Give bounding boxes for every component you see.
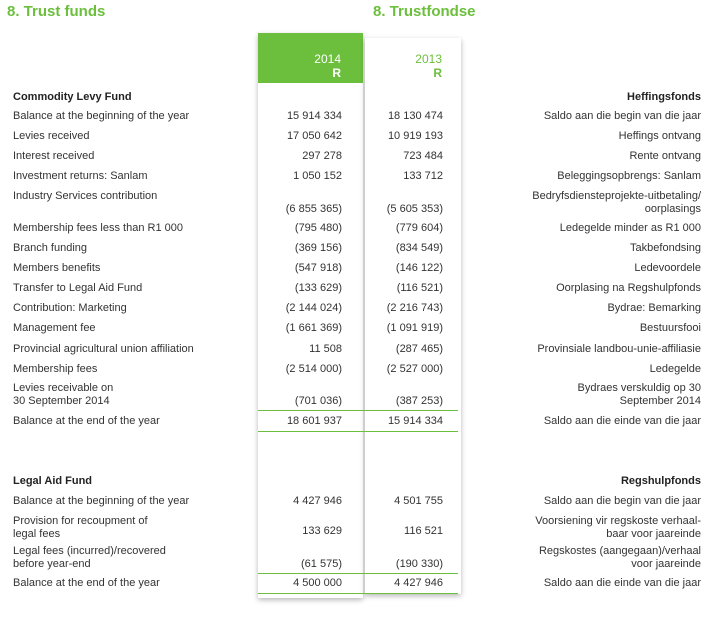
row-label-en: Balance at the end of the year <box>13 577 160 589</box>
section-title-en: Commodity Levy Fund <box>13 91 132 103</box>
total-2014: 4 500 000 <box>293 577 342 589</box>
row-label-en: Levies receivable on 30 September 2014 <box>13 382 114 407</box>
value-2014: 11 508 <box>309 343 342 355</box>
row-label-en: Balance at the beginning of the year <box>13 110 190 122</box>
value-2014: 297 278 <box>302 150 342 162</box>
row-label-af: Saldo aan die einde van die jaar <box>543 415 701 427</box>
value-2013: (2 216 743) <box>386 302 443 314</box>
row-label-af: Bydrae: Bemarking <box>607 302 701 314</box>
value-2014: (701 036) <box>294 395 342 407</box>
row-label-af: Bedryfsdiensteprojekte-uitbetaling/ oorplasings <box>532 190 701 215</box>
value-2014: (61 575) <box>301 558 342 570</box>
currency-label: R <box>332 66 341 80</box>
row-label-af: Bestuursfooi <box>639 322 701 334</box>
value-2013: 723 484 <box>403 150 443 162</box>
value-2013: (287 465) <box>395 343 443 355</box>
year-label: 2014 <box>314 52 341 66</box>
row-label-af: Voorsiening vir regskoste verhaal- baar voor jaareinde <box>535 515 701 540</box>
value-2013: 10 919 193 <box>387 130 443 142</box>
row-label-en: Management fee <box>13 322 96 334</box>
total-2013: 15 914 334 <box>387 415 443 427</box>
year-label: 2013 <box>415 52 442 66</box>
total-rule-bottom <box>258 593 458 594</box>
total-rule-top <box>258 573 458 574</box>
value-2013: (190 330) <box>395 558 443 570</box>
total-2014: 18 601 937 <box>286 415 342 427</box>
value-2014: (2 144 024) <box>285 302 342 314</box>
value-2013: 4 501 755 <box>394 495 443 507</box>
row-label-af: Oorplasing na Regshulpfonds <box>556 282 701 294</box>
row-label-en: Transfer to Legal Aid Fund <box>13 282 143 294</box>
column-header-2013 <box>365 52 442 80</box>
row-label-af: Saldo aan die begin van die jaar <box>543 110 701 122</box>
total-rule-top <box>258 410 458 411</box>
row-label-en: Legal fees (incurred)/recovered before year-end <box>13 545 166 570</box>
row-label-en: Provision for recoupment of legal fees <box>13 515 148 540</box>
value-2014: 15 914 334 <box>286 110 342 122</box>
value-2013: (5 605 353) <box>386 203 443 215</box>
value-2013: (146 122) <box>395 262 443 274</box>
heading-afrikaans: 8. Trustfondse <box>373 3 476 20</box>
row-label-en: Branch funding <box>13 242 87 254</box>
value-2014: (1 661 369) <box>285 322 342 334</box>
total-rule-bottom <box>258 431 458 432</box>
value-2013: 133 712 <box>403 170 443 182</box>
row-label-en: Levies received <box>13 130 90 142</box>
row-label-af: Regskostes (aangegaan)/verhaal voor jaareinde <box>538 545 701 570</box>
row-label-af: Takbefondsing <box>630 242 701 254</box>
row-label-en: Membership fees less than R1 000 <box>13 222 183 234</box>
row-label-en: Provincial agricultural union affiliation <box>13 343 194 355</box>
row-label-en: Balance at the beginning of the year <box>13 495 190 507</box>
row-label-af: Bydraes verskuldig op 30 September 2014 <box>577 382 701 407</box>
row-label-af: Ledegelde minder as R1 000 <box>559 222 701 234</box>
row-label-en: Interest received <box>13 150 95 162</box>
value-2013: 18 130 474 <box>387 110 443 122</box>
value-2014: 1 050 152 <box>293 170 342 182</box>
value-2014: 133 629 <box>302 525 342 537</box>
value-2013: (2 527 000) <box>386 363 443 375</box>
section-title-af: Regshulpfonds <box>620 475 701 487</box>
row-label-af: Ledevoordele <box>634 262 701 274</box>
value-2014: 17 050 642 <box>286 130 342 142</box>
value-2014: (2 514 000) <box>285 363 342 375</box>
row-label-af: Beleggingsopbrengs: Sanlam <box>557 170 701 182</box>
heading-english: 8. Trust funds <box>7 3 106 20</box>
row-label-en: Balance at the end of the year <box>13 415 160 427</box>
row-label-af: Provinsiale landbou-unie-affiliasie <box>537 343 701 355</box>
value-2014: 4 427 946 <box>293 495 342 507</box>
value-2014: (547 918) <box>294 262 342 274</box>
row-label-af: Heffings ontvang <box>618 130 701 142</box>
value-2013: (1 091 919) <box>386 322 443 334</box>
section-title-en: Legal Aid Fund <box>13 475 93 487</box>
row-label-en: Industry Services contribution <box>13 190 158 202</box>
column-header-2014 <box>258 52 341 80</box>
row-label-en: Investment returns: Sanlam <box>13 170 148 182</box>
row-label-en: Contribution: Marketing <box>13 302 127 314</box>
value-2013: (116 521) <box>396 282 443 294</box>
value-2014: (133 629) <box>294 282 342 294</box>
row-label-af: Ledegelde <box>649 363 701 375</box>
row-label-en: Members benefits <box>13 262 101 274</box>
total-2013: 4 427 946 <box>394 577 443 589</box>
value-2013: (387 253) <box>395 395 443 407</box>
value-2014: (795 480) <box>294 222 342 234</box>
value-2014: (369 156) <box>294 242 342 254</box>
row-label-en: Membership fees <box>13 363 98 375</box>
row-label-af: Saldo aan die einde van die jaar <box>543 577 701 589</box>
row-label-af: Rente ontvang <box>629 150 701 162</box>
value-2013: (779 604) <box>395 222 443 234</box>
value-2014: (6 855 365) <box>285 203 342 215</box>
value-2013: (834 549) <box>395 242 443 254</box>
section-title-af: Heffingsfonds <box>627 91 701 103</box>
value-2013: 116 521 <box>404 525 443 537</box>
currency-label: R <box>433 66 442 80</box>
row-label-af: Saldo aan die begin van die jaar <box>543 495 701 507</box>
